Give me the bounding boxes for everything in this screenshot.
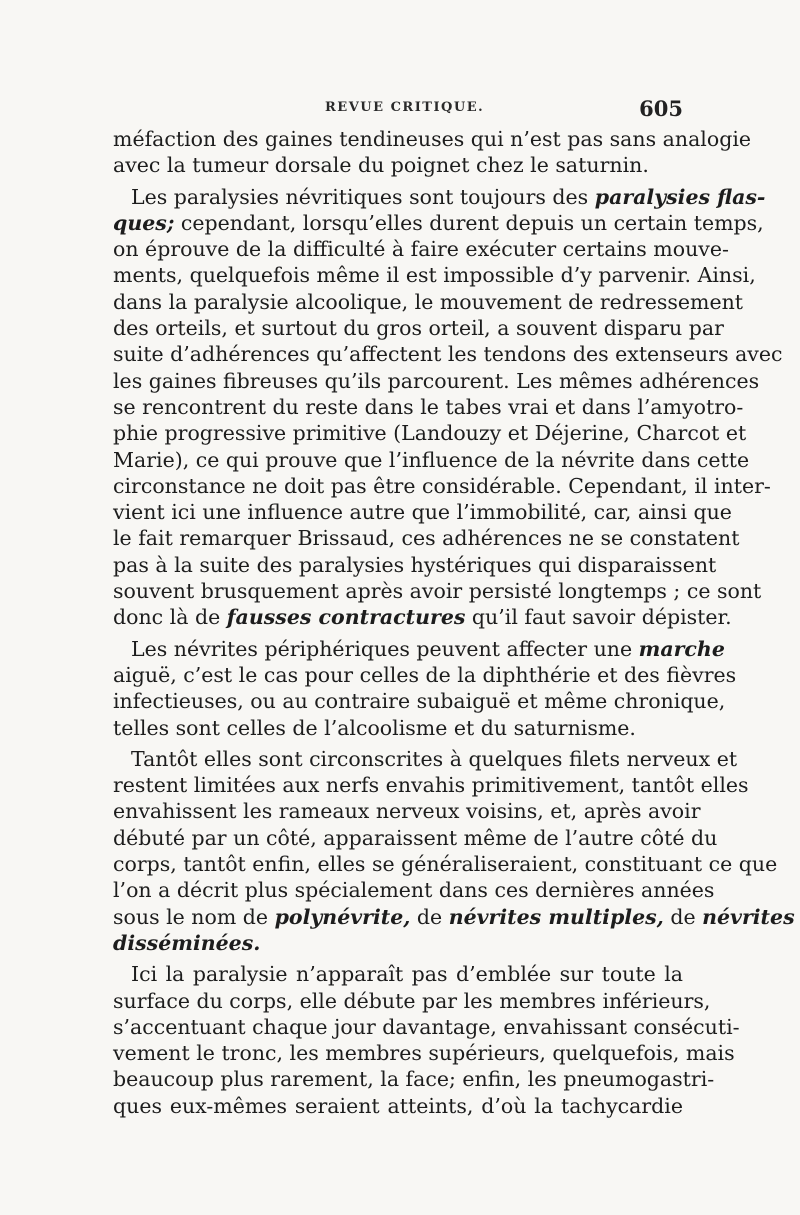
- text-segment: Tantôt elles sont circonscrites à quelques filets nerveux et: [131, 746, 738, 771]
- text-line: [113, 772, 749, 798]
- text-line: [113, 447, 750, 473]
- text-segment: de: [663, 904, 703, 929]
- italic-text: névrites: [702, 904, 795, 929]
- text-segment: phie progressive primitive (Landouzy et Déjerine, Charcot et: [113, 421, 747, 446]
- text-line: [113, 578, 762, 604]
- text-line: [113, 315, 724, 341]
- text-line: [113, 825, 718, 851]
- text-segment: l’on a décrit plus spécialement dans ces dernières années: [113, 878, 715, 903]
- text-segment: de: [410, 904, 449, 929]
- italic-text: névrites multiples,: [448, 904, 664, 929]
- text-line: [113, 152, 683, 178]
- text-segment: cependant, lorsqu’elles durent depuis un certain temps,: [174, 210, 764, 235]
- text-segment: restent limitées aux nerfs envahis primitivement, tantôt elles: [113, 773, 749, 798]
- body-text: [113, 126, 795, 1119]
- text-segment: des orteils, et surtout du gros orteil, a souvent disparu par: [113, 316, 724, 341]
- text-line: [113, 662, 737, 688]
- text-line: [113, 798, 701, 824]
- text-line: [113, 236, 729, 262]
- text-segment: ments, quelquefois même il est impossible d’y parvenir. Ainsi,: [113, 263, 756, 288]
- text-line: [113, 210, 764, 236]
- text-line: [113, 688, 726, 714]
- text-segment: sous le nom de: [113, 904, 275, 929]
- text-line: [113, 184, 766, 210]
- italic-text: polynévrite,: [274, 904, 411, 929]
- text-line: [113, 904, 795, 930]
- italic-text: disséminées.: [113, 930, 261, 955]
- text-segment: s’accentuant chaque jour davantage, envahissant consécuti-: [113, 1014, 740, 1039]
- text-segment: Les paralysies névritiques sont toujours des: [131, 184, 595, 209]
- text-segment: dans la paralysie alcoolique, le mouvement de redressement: [113, 289, 744, 314]
- text-line: [113, 851, 778, 877]
- text-segment: circonstance ne doit pas être considérable. Cependant, il inter-: [113, 473, 771, 498]
- text-line: [113, 473, 771, 499]
- text-line: [113, 1040, 735, 1066]
- text-segment: ques eux-mêmes seraient atteints, d’où la tachycardie: [113, 1093, 683, 1118]
- text-segment: se rencontrent du reste dans le tabes vrai et dans l’amyotro-: [113, 394, 744, 419]
- text-segment: beaucoup plus rarement, la face; enfin, les pneumogastri-: [113, 1067, 715, 1092]
- text-segment: les gaines fibreuses qu’ils parcourent. Les mêmes adhérences: [113, 368, 760, 393]
- italic-text: marche: [638, 636, 725, 661]
- text-segment: suite d’adhérences qu’affectent les tendons des extenseurs avec: [113, 342, 783, 367]
- text-segment: aiguë, c’est le cas pour celles de la diphthérie et des fièvres: [113, 662, 737, 687]
- text-segment: Ici la paralysie n’apparaît pas d’emblée sur toute la: [131, 962, 683, 987]
- text-line: [113, 126, 752, 152]
- text-line: [113, 877, 715, 903]
- italic-text: fausses contractures: [226, 605, 466, 630]
- text-line: [113, 930, 683, 956]
- text-segment: pas à la suite des paralysies hystériques qui disparaissent: [113, 552, 717, 577]
- text-line: [113, 636, 725, 662]
- text-line: [113, 394, 744, 420]
- text-line: [113, 715, 683, 741]
- text-segment: on éprouve de la difficulté à faire exécuter certains mouve-: [113, 237, 729, 262]
- text-segment: qu’il faut savoir dépister.: [465, 605, 732, 630]
- italic-text: paralysies flas-: [594, 184, 766, 209]
- text-segment: Les névrites périphériques peuvent affecter une: [131, 636, 639, 661]
- text-line: [113, 368, 760, 394]
- page-number: 605: [639, 96, 683, 121]
- text-segment: infectieuses, ou au contraire subaiguë et même chronique,: [113, 689, 726, 714]
- text-segment: avec la tumeur dorsale du poignet chez le saturnin.: [113, 153, 649, 178]
- text-segment: vient ici une influence autre que l’immobilité, car, ainsi que: [113, 500, 732, 525]
- running-head: REVUE CRITIQUE.: [325, 100, 485, 115]
- text-segment: telles sont celles de l’alcoolisme et du saturnisme.: [113, 715, 636, 740]
- text-segment: donc là de: [113, 605, 227, 630]
- text-segment: vement le tronc, les membres supérieurs, quelquefois, mais: [113, 1041, 735, 1066]
- italic-text: ques;: [113, 210, 175, 235]
- text-segment: débuté par un côté, apparaissent même de l’autre côté du: [113, 825, 718, 850]
- text-line: [113, 262, 756, 288]
- text-segment: corps, tantôt enfin, elles se généraliseraient, constituant ce que: [113, 852, 778, 877]
- text-segment: méfaction des gaines tendineuses qui n’est pas sans analogie: [113, 127, 752, 151]
- text-segment: surface du corps, elle débute par les membres inférieurs,: [113, 988, 711, 1013]
- text-line: [113, 961, 683, 987]
- text-segment: le fait remarquer Brissaud, ces adhérences ne se constatent: [113, 526, 740, 551]
- text-line: [113, 1093, 683, 1119]
- text-line: [113, 988, 711, 1014]
- text-line: [113, 552, 717, 578]
- text-line: [113, 525, 740, 551]
- text-line: [113, 604, 732, 630]
- text-segment: Marie), ce qui prouve que l’influence de la névrite dans cette: [113, 447, 750, 472]
- page-header: [113, 96, 683, 122]
- text-line: [113, 1066, 715, 1092]
- text-line: [113, 499, 732, 525]
- text-line: [113, 420, 747, 446]
- text-line: [113, 746, 738, 772]
- text-segment: envahissent les rameaux nerveux voisins, et, après avoir: [113, 799, 701, 824]
- text-line: [113, 1014, 740, 1040]
- text-line: [113, 289, 744, 315]
- text-line: [113, 341, 783, 367]
- text-segment: souvent brusquement après avoir persisté longtemps ; ce sont: [113, 579, 762, 604]
